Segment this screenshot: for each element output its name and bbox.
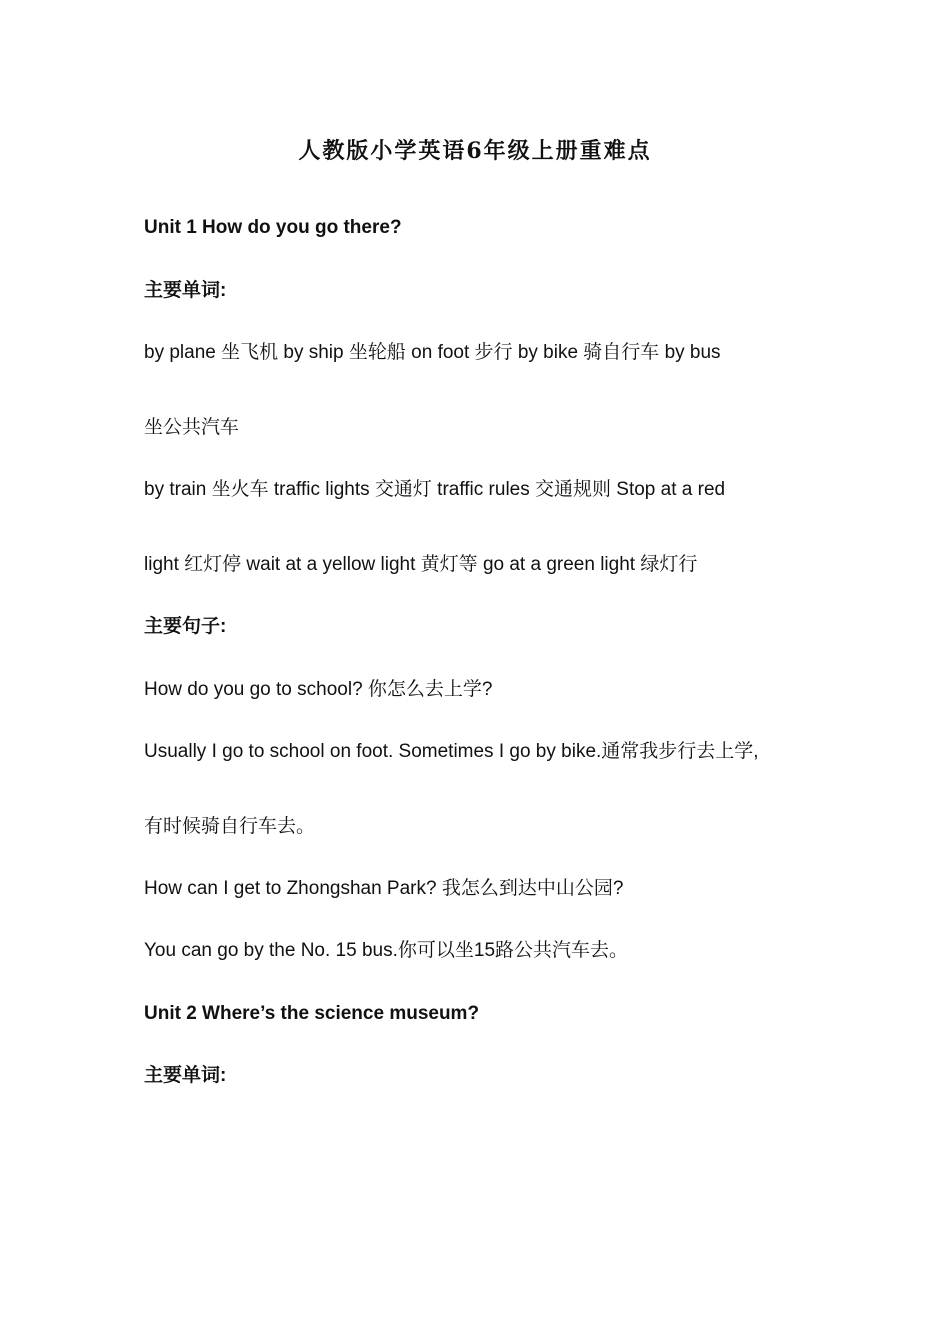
unit1-words-line-2: 坐公共汽车 <box>144 417 240 438</box>
unit1-words-line-1: by plane 坐飞机 by ship 坐轮船 on foot 步行 by bike 骑自行车 by bus <box>144 342 721 363</box>
page-title: 人教版小学英语6年级上册重难点 <box>298 138 652 164</box>
unit1-words-label: 主要单词: <box>144 280 227 301</box>
unit1-words-line-4: light 红灯停 wait at a yellow light 黄灯等 go at a green light 绿灯行 <box>144 554 698 575</box>
unit1-sentence-2-line-1: Usually I go to school on foot. Sometimes I go by bike.通常我步行去上学, <box>144 741 759 762</box>
unit1-heading: Unit 1 How do you go there? <box>144 217 402 238</box>
unit2-heading: Unit 2 Where’s the science museum? <box>144 1003 480 1024</box>
unit2-words-label: 主要单词: <box>144 1065 227 1086</box>
unit1-sentence-4: You can go by the No. 15 bus.你可以坐15路公共汽车去。 <box>144 940 629 961</box>
unit1-sentences-label: 主要句子: <box>144 616 227 637</box>
unit1-sentence-3: How can I get to Zhongshan Park? 我怎么到达中山公园? <box>144 878 624 899</box>
unit1-sentence-2-line-2: 有时候骑自行车去。 <box>144 816 316 837</box>
unit1-words-line-3: by train 坐火车 traffic lights 交通灯 traffic rules 交通规则 Stop at a red <box>144 479 726 500</box>
unit1-sentence-1: How do you go to school? 你怎么去上学? <box>144 679 493 700</box>
